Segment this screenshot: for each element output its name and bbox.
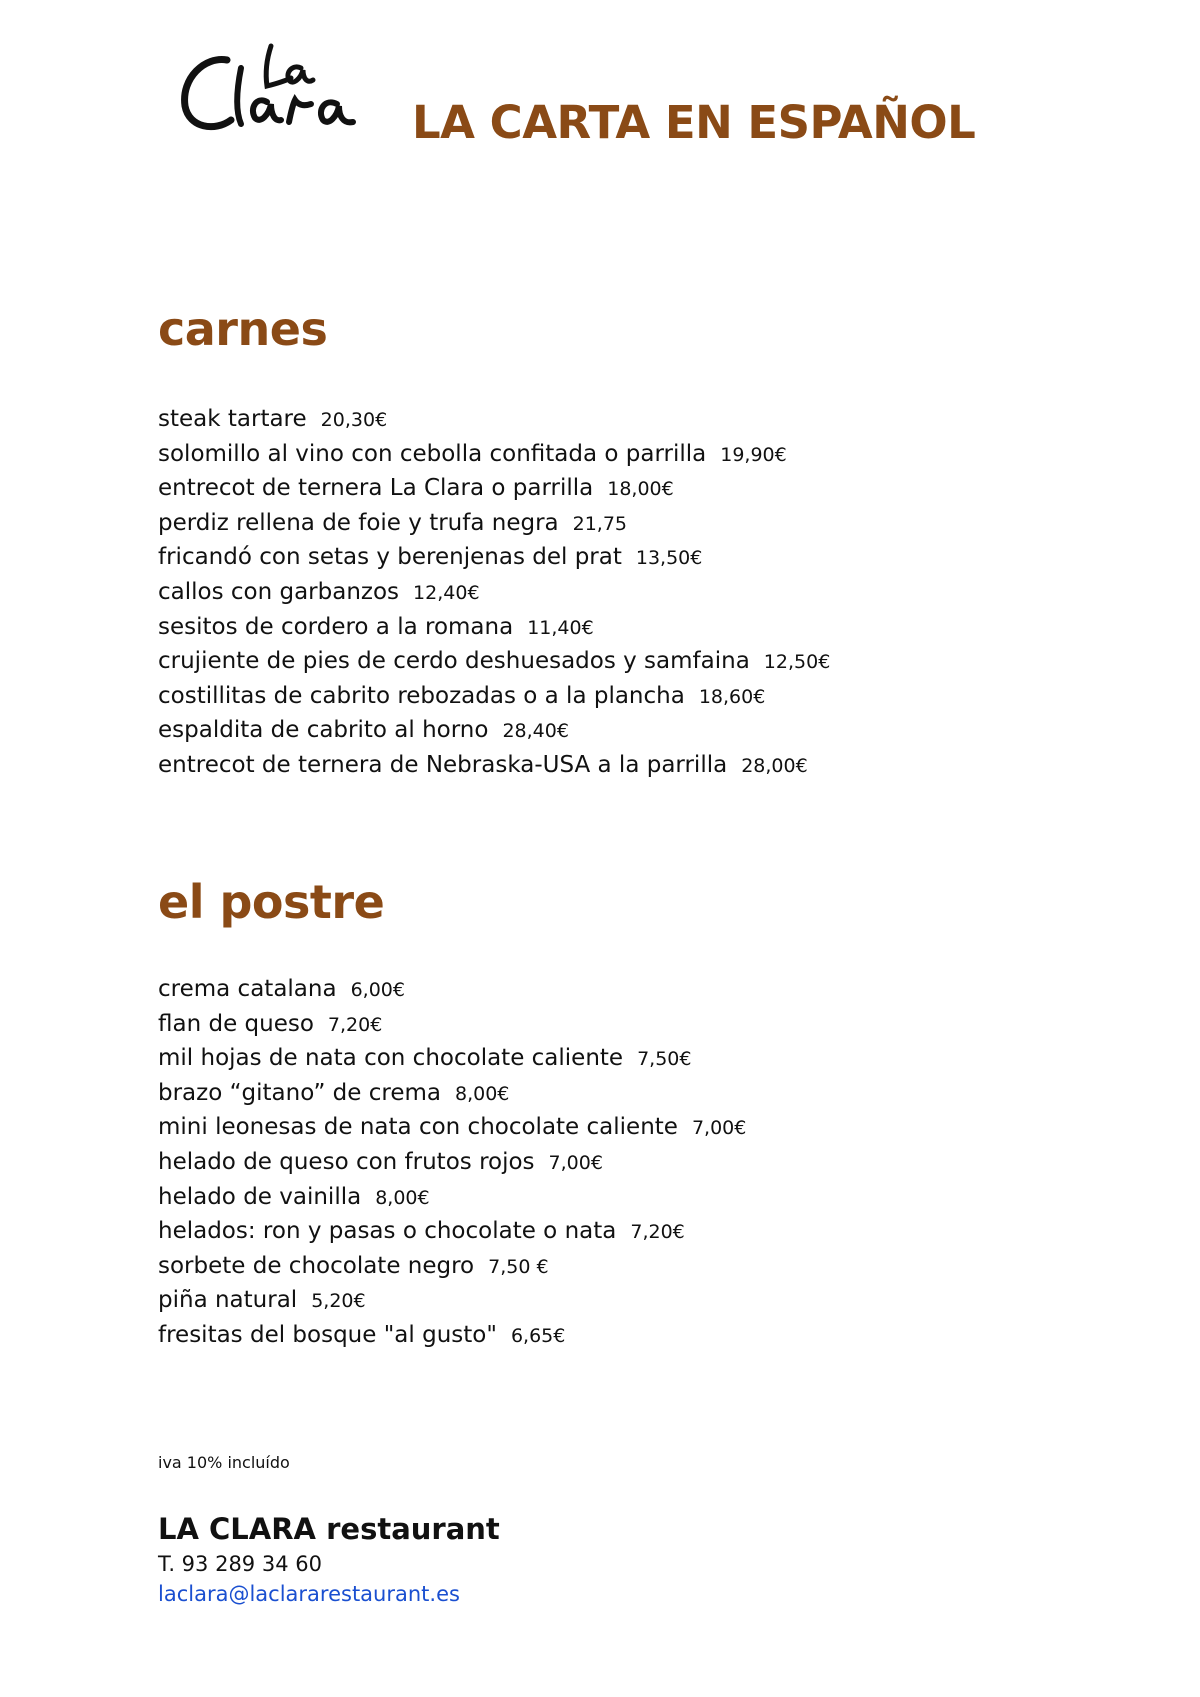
item-price: 8,00€ bbox=[455, 1082, 510, 1105]
item-name: mil hojas de nata con chocolate caliente bbox=[158, 1045, 624, 1072]
item-name: fresitas del bosque "al gusto" bbox=[158, 1321, 497, 1348]
restaurant-name: LA CLARA restaurant bbox=[158, 1512, 500, 1546]
item-price: 7,00€ bbox=[691, 1117, 747, 1140]
item-name: sesitos de cordero a la romana bbox=[158, 613, 514, 640]
item-name: flan de queso bbox=[158, 1010, 314, 1037]
phone-number: T. 93 289 34 60 bbox=[158, 1552, 322, 1576]
item-price: 18,00€ bbox=[607, 478, 674, 501]
item-price: 28,00€ bbox=[741, 754, 808, 777]
item-price: 18,60€ bbox=[698, 685, 766, 708]
item-name: entrecot de ternera de Nebraska-USA a la parrilla bbox=[158, 751, 728, 778]
menu-item bbox=[158, 540, 830, 575]
item-name: mini leonesas de nata con chocolate caliente bbox=[158, 1114, 678, 1141]
item-price: 5,20€ bbox=[311, 1290, 366, 1313]
item-name: helado de queso con frutos rojos bbox=[158, 1148, 535, 1175]
section-title-carnes: carnes bbox=[158, 302, 328, 356]
item-name: solomillo al vino con cebolla confitada o parrilla bbox=[158, 440, 707, 467]
item-price: 12,40€ bbox=[413, 581, 480, 604]
item-price: 12,50€ bbox=[763, 651, 831, 674]
item-name: crujiente de pies de cerdo deshuesados y samfaina bbox=[158, 648, 750, 675]
menu-item bbox=[158, 1180, 746, 1215]
item-name: crema catalana bbox=[158, 976, 337, 1002]
item-price: 7,50€ bbox=[637, 1048, 692, 1071]
item-price: 13,50€ bbox=[635, 547, 703, 570]
la-clara-logo bbox=[175, 28, 375, 148]
menu-item bbox=[158, 506, 830, 541]
menu-item bbox=[158, 1110, 746, 1145]
menu-item bbox=[158, 644, 830, 679]
item-name: brazo “gitano” de crema bbox=[158, 1079, 441, 1106]
item-price: 7,50 € bbox=[488, 1255, 549, 1278]
menu-item bbox=[158, 402, 830, 437]
menu-item bbox=[158, 1041, 746, 1076]
menu-item bbox=[158, 1214, 746, 1249]
item-price: 8,00€ bbox=[375, 1186, 430, 1209]
footer bbox=[158, 1512, 500, 1606]
item-name: perdiz rellena de foie y trufa negra bbox=[158, 509, 559, 536]
menu-item bbox=[158, 748, 830, 783]
tax-note: iva 10% incluído bbox=[158, 1453, 290, 1472]
menu-item bbox=[158, 1249, 746, 1284]
section-title-el-postre: el postre bbox=[158, 875, 385, 929]
menu-item bbox=[158, 1076, 746, 1111]
item-price: 20,30€ bbox=[320, 409, 388, 431]
menu-item bbox=[158, 610, 830, 645]
item-name: costillitas de cabrito rebozadas o a la plancha bbox=[158, 682, 685, 709]
menu-item bbox=[158, 679, 830, 714]
menu-item bbox=[158, 1145, 746, 1180]
header bbox=[175, 28, 1075, 158]
carnes-list bbox=[158, 402, 830, 783]
menu-item bbox=[158, 1318, 746, 1353]
item-name: callos con garbanzos bbox=[158, 578, 400, 605]
item-name: entrecot de ternera La Clara o parrilla bbox=[158, 475, 594, 502]
menu-item bbox=[158, 1007, 746, 1042]
item-name: espaldita de cabrito al horno bbox=[158, 717, 489, 744]
item-name: fricandó con setas y berenjenas del prat bbox=[158, 544, 622, 571]
item-price: 6,00€ bbox=[350, 979, 405, 1001]
item-price: 7,20€ bbox=[327, 1013, 383, 1036]
menu-item bbox=[158, 575, 830, 610]
item-price: 7,00€ bbox=[548, 1151, 603, 1174]
item-price: 19,90€ bbox=[720, 443, 787, 466]
menu-item bbox=[158, 972, 746, 1007]
menu-item bbox=[158, 437, 830, 472]
item-name: helado de vainilla bbox=[158, 1183, 362, 1210]
email-link[interactable]: laclara@laclararestaurant.es bbox=[158, 1582, 460, 1606]
item-price: 11,40€ bbox=[527, 616, 594, 639]
item-name: piña natural bbox=[158, 1287, 298, 1314]
menu-item bbox=[158, 471, 830, 506]
item-price: 21,75 bbox=[572, 512, 628, 535]
menu-item bbox=[158, 1283, 746, 1318]
item-price: 7,20€ bbox=[630, 1221, 685, 1244]
item-price: 6,65€ bbox=[510, 1324, 566, 1347]
item-name: steak tartare bbox=[158, 406, 307, 432]
postre-list bbox=[158, 972, 746, 1353]
item-price: 28,40€ bbox=[502, 720, 569, 743]
menu-item bbox=[158, 713, 830, 748]
page-title: LA CARTA EN ESPAÑOL bbox=[412, 96, 976, 149]
item-name: sorbete de chocolate negro bbox=[158, 1252, 475, 1279]
item-name: helados: ron y pasas o chocolate o nata bbox=[158, 1218, 617, 1245]
